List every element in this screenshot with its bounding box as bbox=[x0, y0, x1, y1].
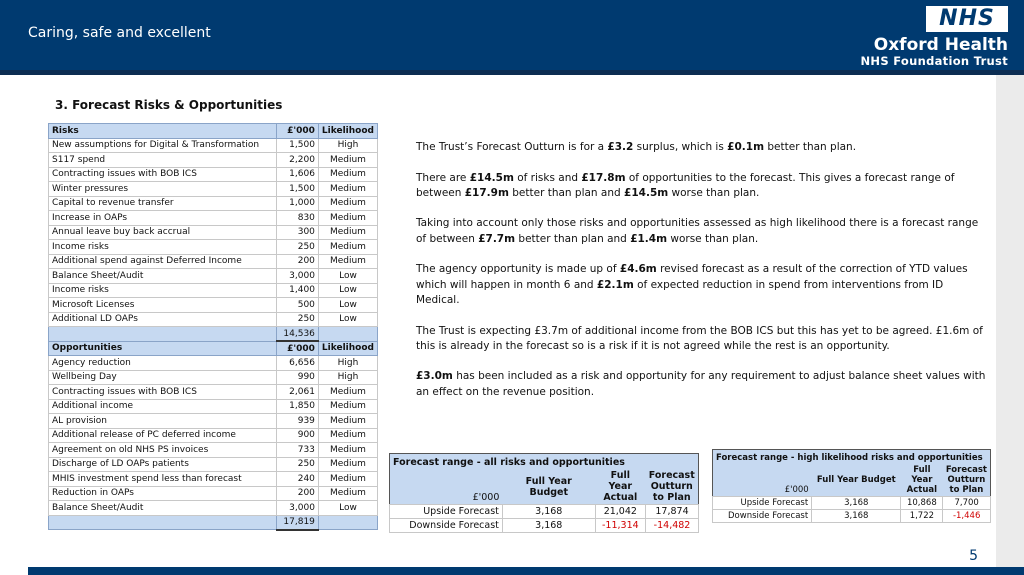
risks-header-label: Risks bbox=[49, 124, 277, 139]
table-row bbox=[49, 196, 378, 211]
table-row bbox=[49, 312, 378, 327]
item-likelihood: Medium bbox=[318, 182, 377, 197]
opportunities-header bbox=[49, 341, 378, 356]
item-amount: 240 bbox=[277, 472, 319, 487]
forecast-all-title: Forecast range - all risks and opportunities bbox=[390, 454, 699, 470]
item-amount: 2,061 bbox=[277, 385, 319, 400]
item-likelihood: High bbox=[318, 356, 377, 371]
forecast-high-col2: Full Year Actual bbox=[901, 464, 943, 497]
narrative bbox=[416, 140, 986, 415]
item-amount: 250 bbox=[277, 457, 319, 472]
likelihood-header: Likelihood bbox=[318, 341, 377, 356]
forecast-all-col3: Forecast Outturn to Plan bbox=[646, 469, 699, 505]
item-amount: 939 bbox=[277, 414, 319, 429]
forecast-high-col1: Full Year Budget bbox=[812, 464, 901, 497]
item-name: Additional income bbox=[49, 399, 277, 414]
item-amount: 830 bbox=[277, 211, 319, 226]
item-likelihood: Medium bbox=[318, 457, 377, 472]
forecast-all-unit: £'000 bbox=[390, 469, 503, 505]
item-likelihood: Low bbox=[318, 501, 377, 516]
item-likelihood: Medium bbox=[318, 428, 377, 443]
item-name: Discharge of LD OAPs patients bbox=[49, 457, 277, 472]
table-row bbox=[49, 254, 378, 269]
item-amount: 900 bbox=[277, 428, 319, 443]
table-row: Downside Forecast 3,168 1,722 -1,446 bbox=[713, 510, 991, 523]
likelihood-header: Likelihood bbox=[318, 124, 377, 139]
table-row bbox=[49, 385, 378, 400]
table-row bbox=[49, 356, 378, 371]
forecast-high-table bbox=[712, 449, 991, 523]
item-likelihood: Medium bbox=[318, 472, 377, 487]
item-name: Annual leave buy back accrual bbox=[49, 225, 277, 240]
amount-header: £'000 bbox=[277, 124, 319, 139]
item-amount: 6,656 bbox=[277, 356, 319, 371]
table-row bbox=[49, 153, 378, 168]
table-row bbox=[49, 298, 378, 313]
table-row bbox=[49, 399, 378, 414]
page-number: 5 bbox=[969, 548, 978, 564]
table-row bbox=[49, 486, 378, 501]
org-name: Oxford Health bbox=[873, 35, 1008, 55]
item-amount: 1,606 bbox=[277, 167, 319, 182]
item-amount: 250 bbox=[277, 312, 319, 327]
item-name: Balance Sheet/Audit bbox=[49, 501, 277, 516]
item-likelihood: Medium bbox=[318, 153, 377, 168]
table-row bbox=[49, 472, 378, 487]
risks-opportunities-table bbox=[48, 123, 378, 531]
table-row bbox=[49, 269, 378, 284]
item-name: Balance Sheet/Audit bbox=[49, 269, 277, 284]
table-row bbox=[49, 225, 378, 240]
item-name: S117 spend bbox=[49, 153, 277, 168]
item-amount: 500 bbox=[277, 298, 319, 313]
item-name: Microsoft Licenses bbox=[49, 298, 277, 313]
item-amount: 3,000 bbox=[277, 501, 319, 516]
item-likelihood: High bbox=[318, 370, 377, 385]
item-amount: 1,400 bbox=[277, 283, 319, 298]
table-row bbox=[49, 457, 378, 472]
item-name: New assumptions for Digital & Transformation bbox=[49, 138, 277, 153]
side-bar bbox=[996, 75, 1024, 567]
item-name: Contracting issues with BOB ICS bbox=[49, 385, 277, 400]
forecast-all-col2: Full Year Actual bbox=[595, 469, 645, 505]
item-name: Increase in OAPs bbox=[49, 211, 277, 226]
item-likelihood: Low bbox=[318, 298, 377, 313]
item-amount: 200 bbox=[277, 254, 319, 269]
item-name: Additional spend against Deferred Income bbox=[49, 254, 277, 269]
narrative-p4: The agency opportunity is made up of £4.6m revised forecast as a result of the correction of YTD values which will happen in month 6 and £2.1m of expected reduction in spend from interventions from ID Medical. bbox=[416, 263, 968, 306]
item-name: AL provision bbox=[49, 414, 277, 429]
risks-header bbox=[49, 124, 378, 139]
tagline: Caring, safe and excellent bbox=[28, 25, 211, 41]
org-subtitle: NHS Foundation Trust bbox=[860, 54, 1008, 68]
footer-bar bbox=[28, 567, 1024, 575]
narrative-p1: The Trust’s Forecast Outturn is for a £3.2 surplus, which is £0.1m better than plan. bbox=[416, 141, 857, 153]
table-row bbox=[49, 240, 378, 255]
narrative-p6: £3.0m has been included as a risk and opportunity for any requirement to adjust balance sheet values with an effect on the revenue position. bbox=[416, 370, 986, 398]
opportunities-total-row bbox=[49, 515, 378, 530]
item-likelihood: Medium bbox=[318, 385, 377, 400]
item-likelihood: Low bbox=[318, 269, 377, 284]
item-name: Contracting issues with BOB ICS bbox=[49, 167, 277, 182]
item-name: Income risks bbox=[49, 240, 277, 255]
table-row: Downside Forecast 3,168 -11,314 -14,482 bbox=[390, 519, 699, 533]
table-row: Upside Forecast 3,168 21,042 17,874 bbox=[390, 505, 699, 519]
item-name: Agreement on old NHS PS invoices bbox=[49, 443, 277, 458]
item-amount: 733 bbox=[277, 443, 319, 458]
table-row bbox=[49, 501, 378, 516]
table-row bbox=[49, 182, 378, 197]
item-likelihood: Low bbox=[318, 312, 377, 327]
item-likelihood: Medium bbox=[318, 254, 377, 269]
narrative-p2: There are £14.5m of risks and £17.8m of opportunities to the forecast. This gives a forecast range of between £17.9m better than plan and £14.5m worse than plan. bbox=[416, 171, 955, 199]
nhs-logo: NHS bbox=[926, 6, 1008, 32]
item-amount: 1,500 bbox=[277, 138, 319, 153]
table-row bbox=[49, 428, 378, 443]
table-row bbox=[49, 443, 378, 458]
item-likelihood: Medium bbox=[318, 167, 377, 182]
table-row bbox=[49, 283, 378, 298]
item-likelihood: Medium bbox=[318, 414, 377, 429]
item-name: Additional release of PC deferred income bbox=[49, 428, 277, 443]
item-name: Reduction in OAPs bbox=[49, 486, 277, 501]
risks-total-row bbox=[49, 327, 378, 342]
header-divider bbox=[0, 70, 1024, 75]
item-amount: 2,200 bbox=[277, 153, 319, 168]
item-amount: 1,500 bbox=[277, 182, 319, 197]
item-likelihood: Medium bbox=[318, 240, 377, 255]
item-likelihood: Medium bbox=[318, 211, 377, 226]
item-amount: 250 bbox=[277, 240, 319, 255]
table-row bbox=[49, 138, 378, 153]
item-amount: 1,850 bbox=[277, 399, 319, 414]
item-likelihood: Low bbox=[318, 283, 377, 298]
item-likelihood: Medium bbox=[318, 443, 377, 458]
item-amount: 3,000 bbox=[277, 269, 319, 284]
item-name: Additional LD OAPs bbox=[49, 312, 277, 327]
item-amount: 990 bbox=[277, 370, 319, 385]
item-likelihood: Medium bbox=[318, 399, 377, 414]
item-name: Winter pressures bbox=[49, 182, 277, 197]
item-name: Capital to revenue transfer bbox=[49, 196, 277, 211]
forecast-high-title: Forecast range - high likelihood risks and opportunities bbox=[713, 450, 991, 465]
item-amount: 1,000 bbox=[277, 196, 319, 211]
table-row bbox=[49, 370, 378, 385]
narrative-p5: The Trust is expecting £3.7m of additional income from the BOB ICS but this has yet to be agreed. £1.6m of this is already in the forecast so is a risk if it is not agreed while the rest is an opportunity. bbox=[416, 324, 983, 352]
table-row bbox=[49, 414, 378, 429]
table-row bbox=[49, 211, 378, 226]
item-likelihood: Medium bbox=[318, 225, 377, 240]
item-amount: 300 bbox=[277, 225, 319, 240]
table-row bbox=[49, 167, 378, 182]
table-row: Upside Forecast 3,168 10,868 7,700 bbox=[713, 497, 991, 510]
item-amount: 200 bbox=[277, 486, 319, 501]
item-likelihood: Medium bbox=[318, 196, 377, 211]
amount-header: £'000 bbox=[277, 341, 319, 356]
item-name: Income risks bbox=[49, 283, 277, 298]
forecast-high-unit: £'000 bbox=[713, 464, 812, 497]
item-likelihood: High bbox=[318, 138, 377, 153]
item-name: MHIS investment spend less than forecast bbox=[49, 472, 277, 487]
item-likelihood: Medium bbox=[318, 486, 377, 501]
item-name: Agency reduction bbox=[49, 356, 277, 371]
section-title: 3. Forecast Risks & Opportunities bbox=[55, 98, 283, 112]
risks-total: 14,536 bbox=[277, 327, 319, 342]
narrative-p3: Taking into account only those risks and opportunities assessed as high likelihood there is a forecast range of between £7.7m better than plan and £1.4m worse than plan. bbox=[416, 217, 979, 245]
opportunities-total: 17,819 bbox=[277, 515, 319, 530]
opportunities-header-label: Opportunities bbox=[49, 341, 277, 356]
forecast-high-col3: Forecast Outturn to Plan bbox=[943, 464, 991, 497]
forecast-all-table bbox=[389, 453, 699, 533]
forecast-all-col1: Full Year Budget bbox=[502, 469, 595, 505]
item-name: Wellbeing Day bbox=[49, 370, 277, 385]
header-bar bbox=[0, 0, 1024, 70]
